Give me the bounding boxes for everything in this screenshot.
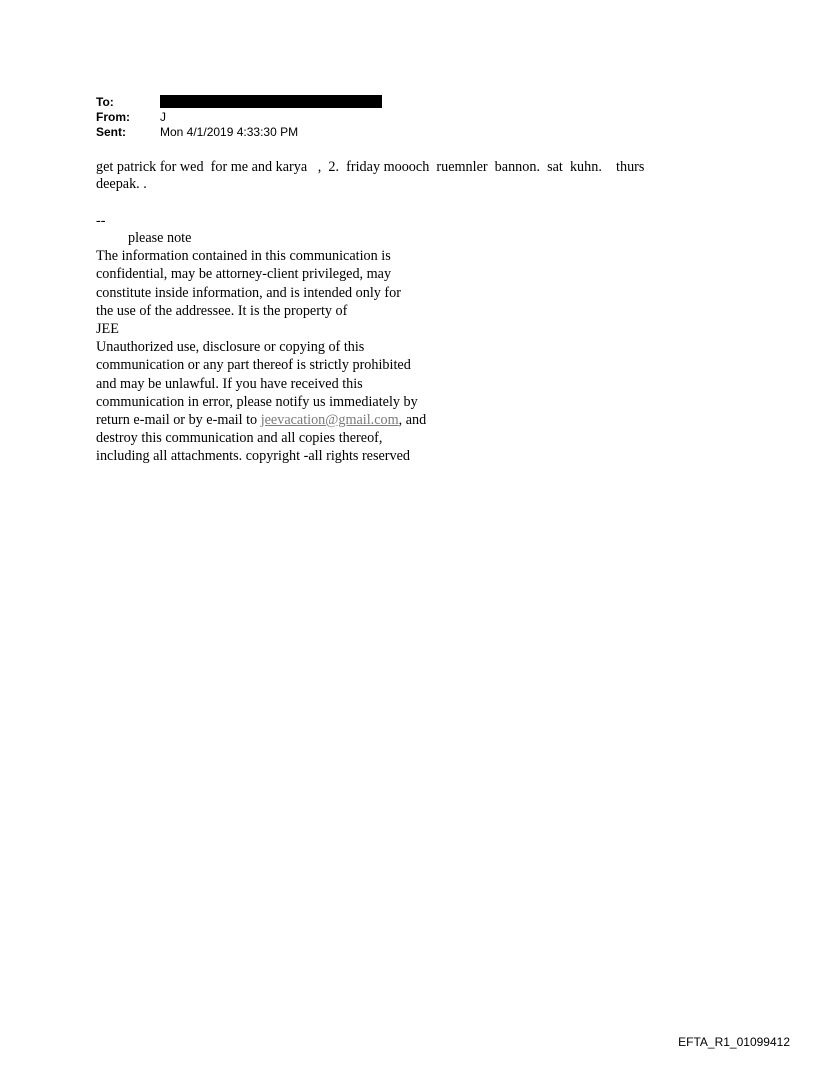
from-label: From: — [96, 110, 130, 124]
disclaimer-line: destroy this communication and all copies thereof, — [96, 430, 383, 447]
email-header — [96, 95, 382, 140]
sent-value: Mon 4/1/2019 4:33:30 PM — [160, 125, 299, 139]
from-row — [96, 110, 382, 125]
redaction-bar — [160, 95, 382, 108]
return-prefix: return e-mail or by e-mail to — [96, 411, 261, 428]
to-label: To: — [96, 95, 114, 109]
sent-row — [96, 125, 382, 140]
disclaimer-line: confidential, may be attorney-client privileged, may — [96, 266, 392, 283]
disclaimer-line: the use of the addressee. It is the property of — [96, 302, 348, 319]
return-suffix: , and — [398, 411, 427, 428]
to-row — [96, 95, 382, 110]
from-value: J — [160, 110, 166, 124]
disclaimer-line: including all attachments. copyright -all rights reserved — [96, 448, 411, 465]
document-id: EFTA_R1_01099412 — [678, 1035, 790, 1049]
disclaimer-return-line — [96, 412, 736, 430]
disclaimer-line: communication in error, please notify us immediately by — [96, 393, 418, 410]
disclaimer-line: and may be unlawful. If you have received this — [96, 375, 363, 392]
disclaimer-line: communication or any part thereof is strictly prohibited — [96, 357, 411, 374]
email-link[interactable]: jeevacation@gmail.com — [260, 411, 399, 428]
message-line-2: deepak. . — [96, 176, 147, 192]
sent-label: Sent: — [96, 125, 126, 139]
email-body — [96, 159, 736, 466]
disclaimer-line: The information contained in this communication is — [96, 248, 391, 265]
disclaimer-line: JEE — [96, 320, 119, 337]
signature-separator: -- — [96, 213, 106, 229]
disclaimer-line: constitute inside information, and is intended only for — [96, 284, 401, 301]
disclaimer-line: Unauthorized use, disclosure or copying of this — [96, 339, 365, 356]
message-line-1: get patrick for wed for me and karya , 2. friday moooch ruemnler bannon. sat kuhn. thurs — [96, 159, 645, 175]
disclaimer — [96, 230, 736, 466]
disclaimer-note: please note — [128, 230, 192, 246]
